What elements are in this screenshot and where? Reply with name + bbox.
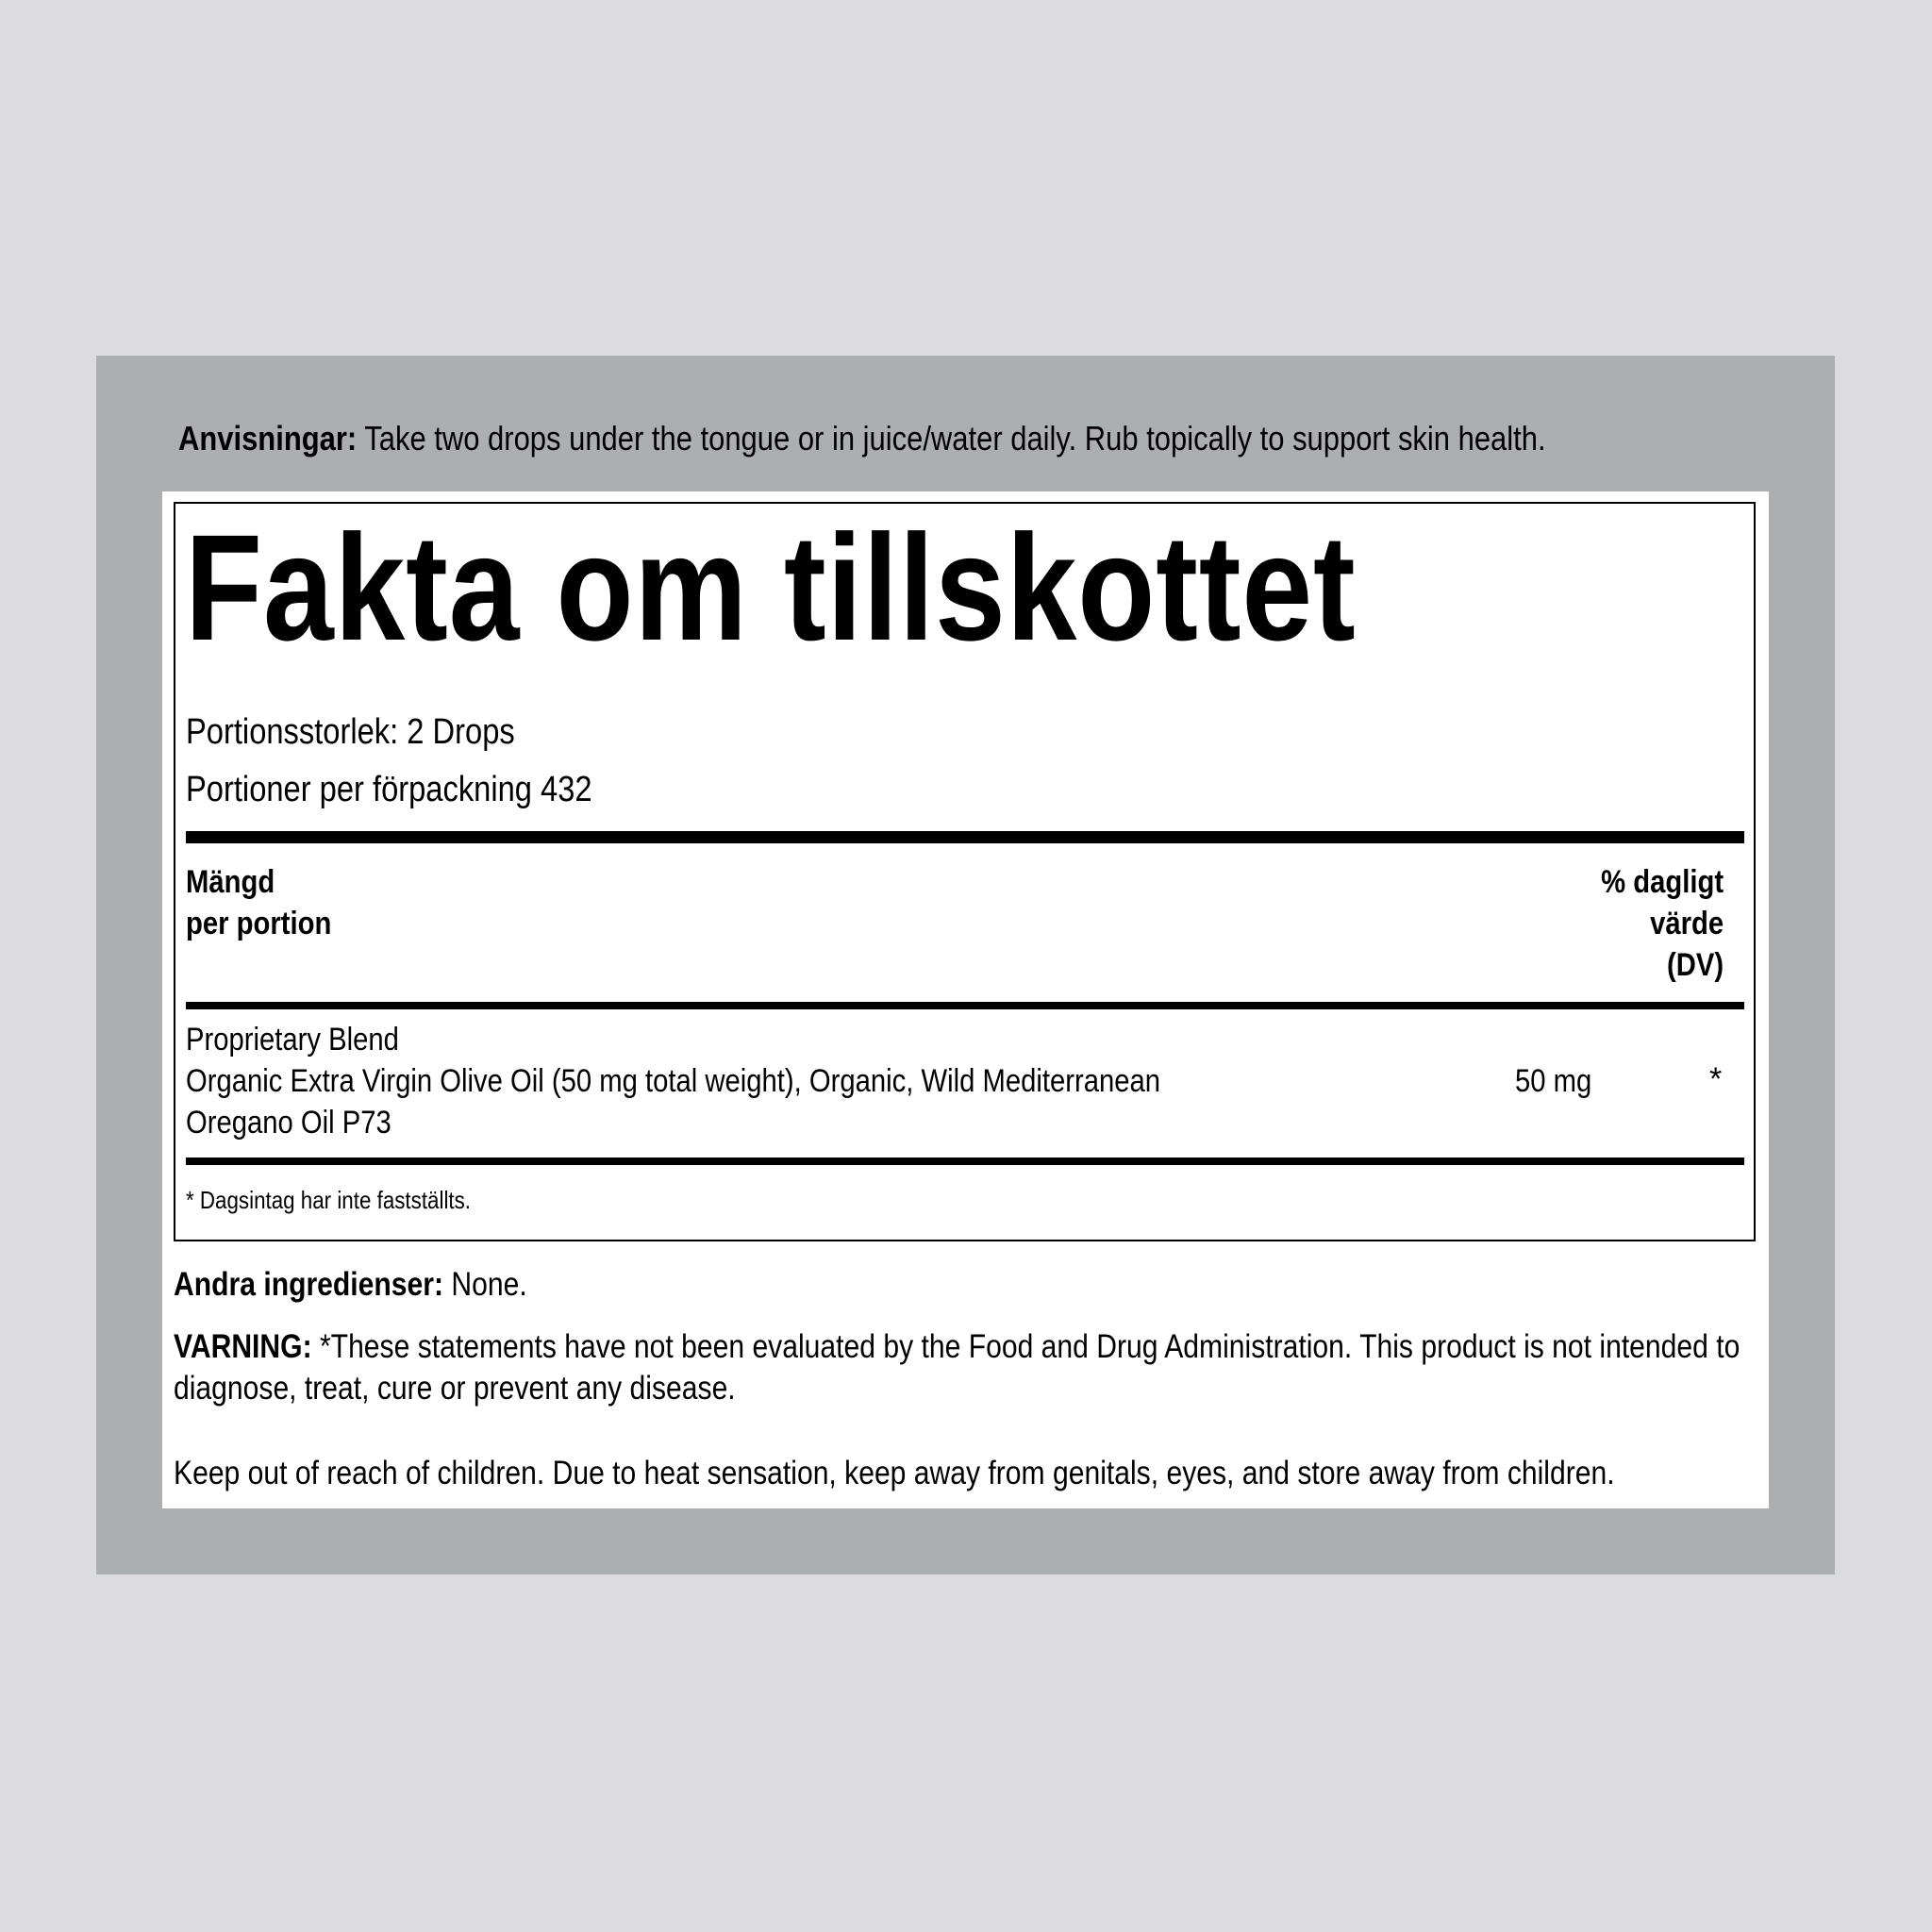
blend-name: Proprietary Blend [186,1022,399,1058]
directions-text [178,418,1557,459]
dv-header-line2: värde [1649,906,1724,941]
amount-per-serving-header [186,861,331,944]
keep-out-notice: Keep out of reach of children. Due to heat sensation, keep away from genitals, eyes, and store away from children. [174,1455,1615,1491]
warning-text [174,1326,1756,1409]
blend-divider [186,1158,1744,1165]
directions-label: Anvisningar: [178,419,358,458]
warning-body: *These statements have not been evaluated by the Food and Drug Administration. This product is not intended to diagnose, treat, cure or prevent any disease. [174,1328,1740,1407]
blend-description: Organic Extra Virgin Olive Oil (50 mg total weight), Organic, Wild Mediterranean Oregano Oil P73 [186,1063,1161,1141]
serving-size: Portionsstorlek: 2 Drops [186,712,515,752]
servings-per-container: Portioner per förpackning 432 [186,770,592,809]
amount-header-line1: Mängd [186,864,275,900]
directions-body: Take two drops under the tongue or in juice/water daily. Rub topically to support skin health. [357,419,1546,458]
other-ingredients [174,1264,527,1306]
warning-label: VARNING: [174,1328,312,1365]
amount-header-line2: per portion [186,906,332,941]
other-ingredients-label: Andra ingredienser: [174,1266,444,1303]
facts-title: Fakta om tillskottet [185,503,1357,672]
dv-header-line3: (DV) [1666,947,1724,983]
dv-header-line1: % dagligt [1601,864,1724,900]
thick-divider [186,831,1744,843]
blend-amount: 50 mg [1515,1063,1592,1099]
daily-value-footnote: * Dagsintag har inte fastställts. [186,1186,472,1214]
blend-daily-value: * [1709,1061,1723,1097]
other-ingredients-value: None. [443,1266,527,1303]
daily-value-header [1601,861,1724,986]
header-divider [186,1002,1744,1009]
